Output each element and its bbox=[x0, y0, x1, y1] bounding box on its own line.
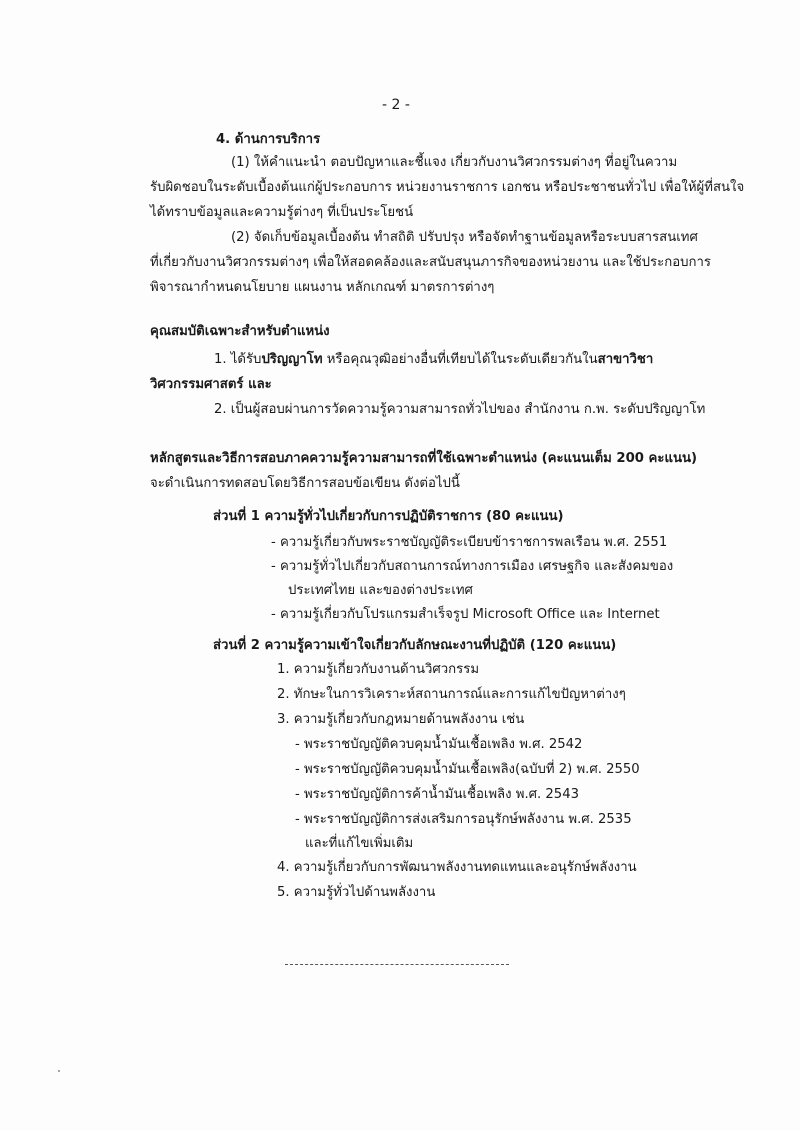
exam-heading: หลักสูตรและวิธีการสอบภาคความรู้ความสามารถที่ใช้เฉพาะตำแหน่ง (คะแนนเต็ม 200 คะแนน) bbox=[150, 451, 698, 466]
exam-part2-item: 3. ความรู้เกี่ยวกับกฎหมายด้านพลังงาน เช่น bbox=[277, 712, 525, 727]
exam-part1-item: - ความรู้เกี่ยวกับโปรแกรมสำเร็จรูป Microsoft Office และ Internet bbox=[271, 607, 660, 622]
exam-part2-item: 4. ความรู้เกี่ยวกับการพัฒนาพลังงานทดแทนและอนุรักษ์พลังงาน bbox=[277, 860, 637, 875]
qualification-field: สาขาวิชา bbox=[597, 352, 654, 367]
energy-law-item: - พระราชบัญญัติควบคุมน้ำมันเชื้อเพลิง(ฉบับที่ 2) พ.ศ. 2550 bbox=[295, 762, 640, 777]
energy-law-item: - พระราชบัญญัติควบคุมน้ำมันเชื้อเพลิง พ.ศ. 2542 bbox=[295, 737, 583, 752]
qualification-item1 bbox=[214, 350, 653, 370]
qualification-heading: คุณสมบัติเฉพาะสำหรับตำแหน่ง bbox=[150, 324, 330, 339]
page-number: - 2 - bbox=[382, 97, 410, 113]
scan-speck bbox=[58, 1070, 60, 1072]
energy-law-item: - พระราชบัญญัติการค้าน้ำมันเชื้อเพลิง พ.ศ. 2543 bbox=[295, 787, 579, 802]
exam-part1-title: ส่วนที่ 1 ความรู้ทั่วไปเกี่ยวกับการปฏิบัติราชการ (80 คะแนน) bbox=[213, 509, 564, 524]
service-item2-line1: (2) จัดเก็บข้อมูลเบื้องต้น ทำสถิติ ปรับปรุง หรือจัดทำฐานข้อมูลหรือระบบสารสนเทศ bbox=[231, 230, 698, 245]
energy-law-item: - พระราชบัญญัติการส่งเสริมการอนุรักษ์พลังงาน พ.ศ. 2535 bbox=[295, 812, 632, 827]
energy-law-item: และที่แก้ไขเพิ่มเติม bbox=[305, 836, 414, 851]
qualification-item1-prefix: 1. ได้รับ bbox=[214, 352, 262, 367]
exam-intro: จะดำเนินการทดสอบโดยวิธีการสอบข้อเขียน ดังต่อไปนี้ bbox=[150, 476, 460, 491]
qualification-item1-middle: หรือคุณวุฒิอย่างอื่นที่เทียบได้ในระดับเดียวกันใน bbox=[322, 352, 598, 367]
service-item2-line2: ที่เกี่ยวกับงานวิศวกรรมต่างๆ เพื่อให้สอดคล้องและสนับสนุนภารกิจของหน่วยงาน และใช้ประกอบการ bbox=[150, 255, 711, 270]
footer-divider bbox=[285, 964, 509, 965]
qualification-degree: ปริญญาโท bbox=[261, 352, 323, 367]
service-item1-line1: (1) ให้คำแนะนำ ตอบปัญหาและชี้แจง เกี่ยวกับงานวิศวกรรมต่างๆ ที่อยู่ในความ bbox=[231, 155, 678, 170]
service-item1-line2: รับผิดชอบในระดับเบื้องต้นแก่ผู้ประกอบการ หน่วยงานราชการ เอกชน หรือประชาชนทั่วไป เพื่อให้ผู้ที่สนใจ bbox=[150, 180, 745, 195]
qualification-item1-line2: วิศวกรรมศาสตร์ และ bbox=[150, 377, 272, 392]
service-item2-line3: พิจารณากำหนดนโยบาย แผนงาน หลักเกณฑ์ มาตรการต่างๆ bbox=[150, 280, 495, 295]
exam-part2-item: 2. ทักษะในการวิเคราะห์สถานการณ์และการแก้ไขปัญหาต่างๆ bbox=[277, 687, 626, 702]
exam-part1-item: ประเทศไทย และของต่างประเทศ bbox=[288, 583, 473, 598]
exam-part1-item: - ความรู้ทั่วไปเกี่ยวกับสถานการณ์ทางการเมือง เศรษฐกิจ และสังคมของ bbox=[271, 559, 674, 574]
qualification-item2: 2. เป็นผู้สอบผ่านการวัดความรู้ความสามารถทั่วไปของ สำนักงาน ก.พ. ระดับปริญญาโท bbox=[214, 402, 706, 417]
exam-part2-item: 1. ความรู้เกี่ยวกับงานด้านวิศวกรรม bbox=[277, 662, 480, 677]
service-heading: 4. ด้านการบริการ bbox=[216, 132, 321, 147]
exam-part2-item: 5. ความรู้ทั่วไปด้านพลังงาน bbox=[277, 885, 436, 900]
exam-part1-item: - ความรู้เกี่ยวกับพระราชบัญญัติระเบียบข้าราชการพลเรือน พ.ศ. 2551 bbox=[271, 535, 668, 550]
service-item1-line3: ได้ทราบข้อมูลและความรู้ต่างๆ ที่เป็นประโยชน์ bbox=[150, 205, 414, 220]
exam-part2-title: ส่วนที่ 2 ความรู้ความเข้าใจเกี่ยวกับลักษณะงานที่ปฏิบัติ (120 คะแนน) bbox=[213, 638, 617, 653]
